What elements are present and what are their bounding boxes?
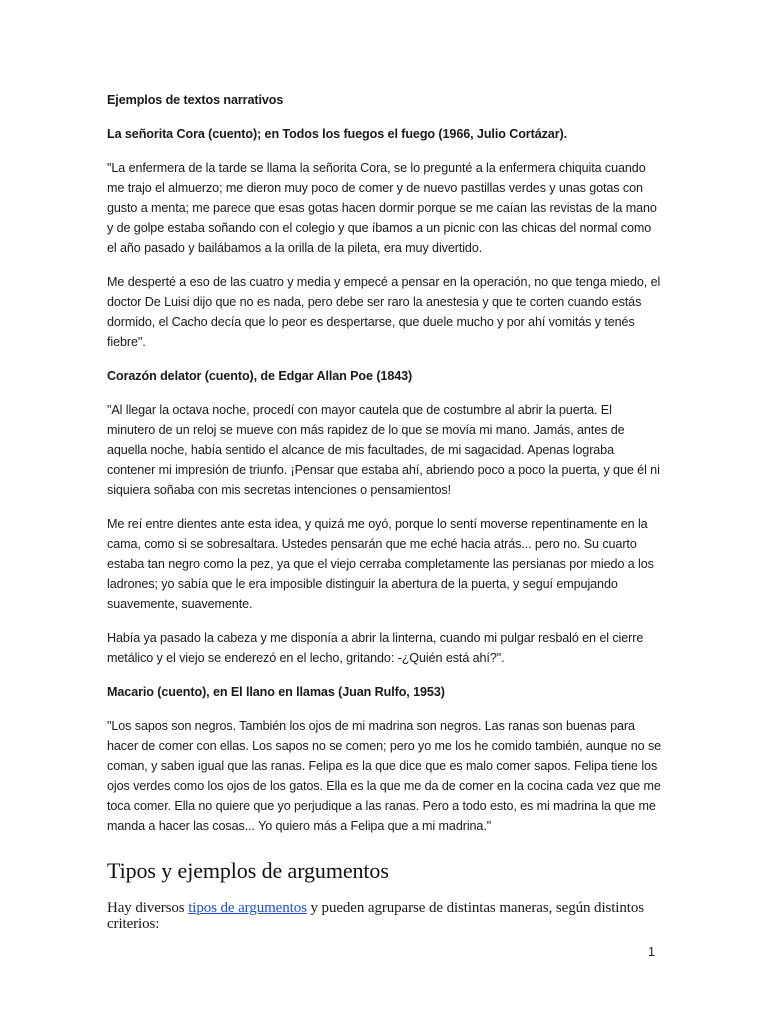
argument-types-link[interactable]: tipos de argumentos (188, 900, 307, 916)
paragraph: Me reí entre dientes ante esta idea, y quizá me oyó, porque lo sentí moverse repentinamente en la cama, como si se sobresaltara. Ustedes pensarán que me eché hacia atrás... pero no. Su cuarto estaba tan negro como la pez, ya que el viejo cerraba completamente las persianas por miedo a los ladrones; yo sabía que le era imposible distinguir la abertura de la puerta, y seguí empujando suavemente, suavemente. (107, 517, 654, 611)
section-macario (107, 682, 663, 836)
arguments-text-after: y pueden agruparse de distintas maneras, según distintos criterios: (107, 900, 644, 932)
section-cora (107, 124, 663, 352)
paragraph: "Al llegar la octava noche, procedí con mayor cautela que de costumbre al abrir la puerta. El minutero de un reloj se mueve con más rapidez de lo que se movía mi mano. Jamás, antes de aquella noche, había sentido el alcance de mis facultades, de mi sagacidad. Apenas lograba contener mi impresión de triunfo. ¡Pensar que estaba ahí, abriendo poco a poco la puerta, y que él ni siquiera soñaba con mis secretas intenciones o pensamientos! (107, 403, 660, 497)
section-heading: La señorita Cora (cuento); en Todos los fuegos el fuego (1966, Julio Cortázar). (107, 127, 567, 141)
document-page (107, 90, 663, 932)
paragraph: Había ya pasado la cabeza y me disponía a abrir la linterna, cuando mi pulgar resbaló en el cierre metálico y el viejo se enderezó en el lecho, gritando: -¿Quién está ahí?". (107, 631, 644, 665)
page-number: 1 (648, 945, 656, 959)
section-heading: Corazón delator (cuento), de Edgar Allan Poe (1843) (107, 369, 413, 383)
document-title: Ejemplos de textos narrativos (107, 93, 284, 107)
arguments-heading: Tipos y ejemplos de argumentos (107, 858, 389, 883)
section-heading: Macario (cuento), en El llano en llamas (Juan Rulfo, 1953) (107, 685, 445, 699)
paragraph: Me desperté a eso de las cuatro y media y empecé a pensar en la operación, no que tenga miedo, el doctor De Luisi dijo que no es nada, pero debe ser raro la anestesia y que te corten cuando estás dormido, el Cacho decía que lo peor es despertarse, que duele mucho y por ahí vomitás y tenés fiebre". (107, 275, 661, 349)
arguments-text-before: Hay diversos (107, 900, 189, 916)
paragraph: "La enfermera de la tarde se llama la señorita Cora, se lo pregunté a la enfermera chiquita cuando me trajo el almuerzo; me dieron muy poco de comer y de nuevo pastillas verdes y unas gotas con gusto a menta; me parece que esas gotas hacen dormir porque se me caían las revistas de la mano y de golpe estaba soñando con el colegio y que íbamos a un picnic con las chicas del normal como el año pasado y bailábamos a la orilla de la pileta, era muy divertido. (107, 161, 657, 255)
arguments-paragraph (107, 900, 663, 932)
paragraph: "Los sapos son negros. También los ojos de mi madrina son negros. Las ranas son buenas para hacer de comer con ellas. Los sapos no se comen; pero yo me los he comido también, aunque no se coman, y saben igual que las ranas. Felipa es la que dice que es malo comer sapos. Felipa tiene los ojos verdes como los ojos de los gatos. Ella es la que me da de comer en la cocina cada vez que me toca comer. Ella no quiere que yo perjudique a las ranas. Pero a todo esto, es mi madrina la que me manda a hacer las cosas... Yo quiero más a Felipa que a mi madrina." (107, 719, 662, 833)
section-corazon-delator (107, 366, 663, 668)
